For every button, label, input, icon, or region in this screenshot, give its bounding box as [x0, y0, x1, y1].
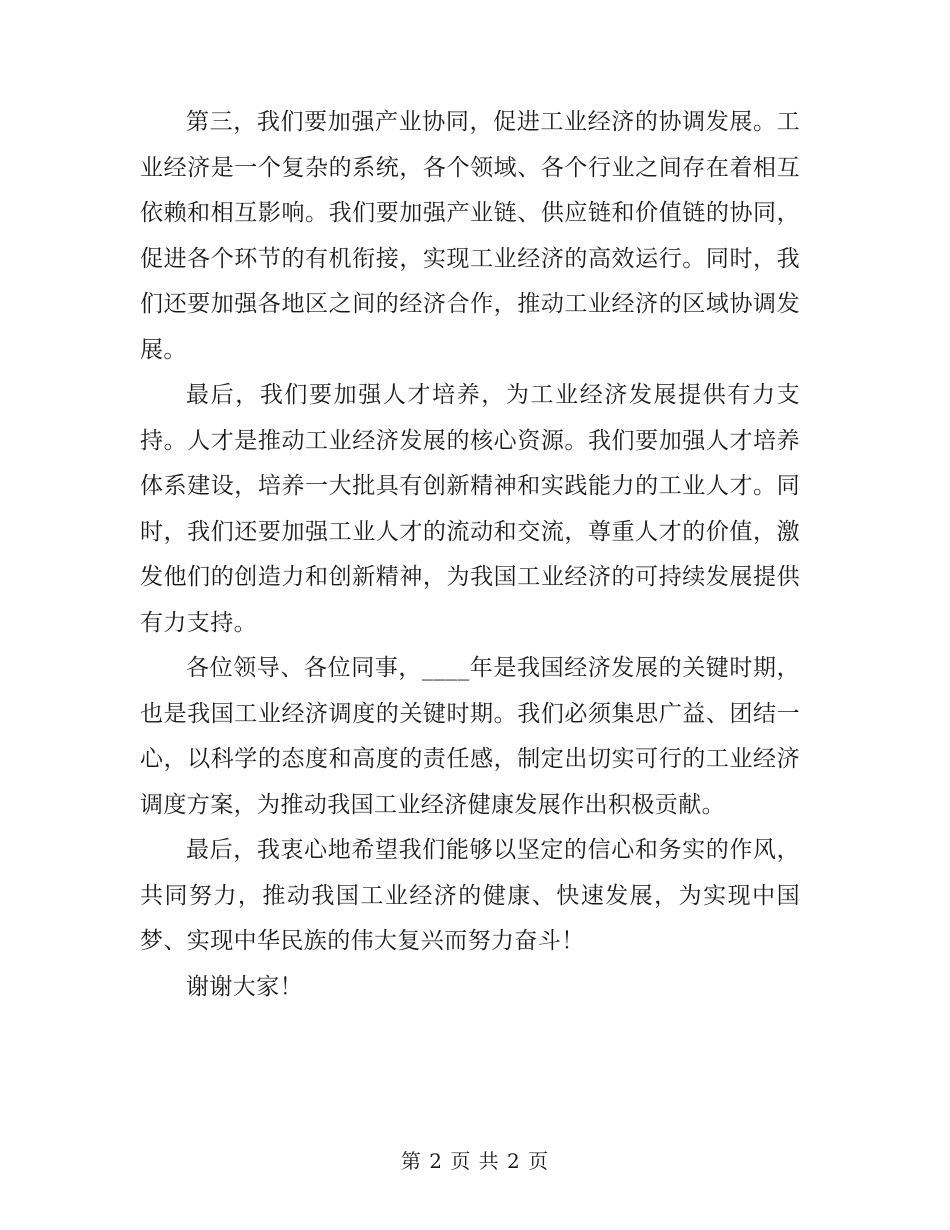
paragraph-closing-wish: 最后，我衷心地希望我们能够以坚定的信心和务实的作风，共同努力，推动我国工业经济的健康、快速发展，为实现中国梦、实现中华民族的伟大复兴而努力奋斗！	[140, 837, 800, 954]
paragraph-thanks: 谢谢大家！	[186, 973, 303, 1000]
page-footer: 第 2 页 共 2 页	[400, 1149, 550, 1173]
paragraph-key-period: 各位领导、各位同事，____年是我国经济发展的关键时期，也是我国工业经济调度的关键时期。我们必须集思广益、团结一心，以科学的态度和高度的责任感，制定出切实可行的工业经济调度方案，为推动我国工业经济健康发展作出积极贡献。	[140, 655, 800, 818]
paragraph-talent-cultivation: 最后，我们要加强人才培养，为工业经济发展提供有力支持。人才是推动工业经济发展的核心资源。我们要加强人才培养体系建设，培养一大批具有创新精神和实践能力的工业人才。同时，我们还要加强工业人才的流动和交流，尊重人才的价值，激发他们的创造力和创新精神，为我国工业经济的可持续发展提供有力支持。	[140, 382, 800, 636]
paragraph-industry-coordination: 第三，我们要加强产业协同，促进工业经济的协调发展。工业经济是一个复杂的系统，各个领域、各个行业之间存在着相互依赖和相互影响。我们要加强产业链、供应链和价值链的协同，促进各个环节的有机衔接，实现工业经济的高效运行。同时，我们还要加强各地区之间的经济合作，推动工业经济的区域协调发展。	[140, 109, 800, 363]
document-body	[140, 100, 800, 1010]
